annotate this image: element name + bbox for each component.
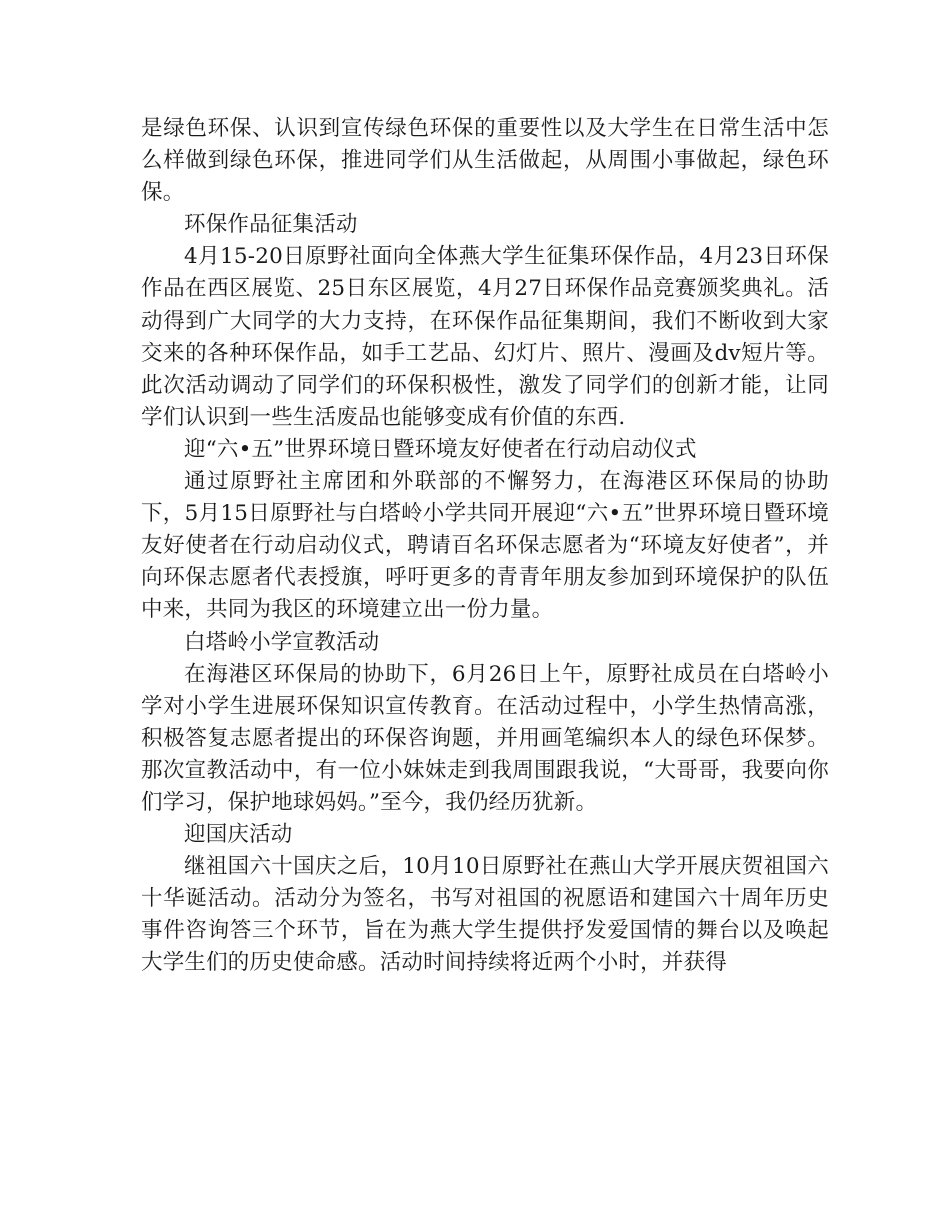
- section-heading-environment-day: 迎“六•五”世界环境日暨环境友好使者在行动启动仪式: [184, 436, 697, 462]
- document-body: [141, 113, 829, 980]
- section-heading-school-education: 白塔岭小学宣教活动: [184, 629, 380, 655]
- paragraph-school-education: 在海港区环保局的协助下，6月26日上午，原野社成员在白塔岭小学对小学生进展环保知识宣传教育。在活动过程中，小学生热情高涨，积极答复志愿者提出的环保咨询题，并用画笔编织本人的绿色环保梦。那次宣教活动中，有一位小妹妹走到我周围跟我说，“大哥哥，我要向你们学习，保护地球妈妈。”至今，我仍经历犹新。: [141, 661, 829, 815]
- section-heading-artwork-collection: 环保作品征集活动: [184, 212, 358, 238]
- paragraph-national-day: 继祖国六十国庆之后，10月10日原野社在燕山大学开展庆贺祖国六十华诞活动。活动分为签名，书写对祖国的祝愿语和建国六十周年历史事件咨询答三个环节，旨在为燕大学生提供抒发爱国情的舞台以及唤起大学生们的历史使命感。活动时间持续将近两个小时，并获得: [141, 854, 829, 976]
- section-heading-national-day: 迎国庆活动: [184, 822, 293, 848]
- paragraph-environment-day: 通过原野社主席团和外联部的不懈努力，在海港区环保局的协助下，5月15日原野社与白塔岭小学共同开展迎“六•五”世界环境日暨环境友好使者在行动启动仪式，聘请百名环保志愿者为“环境友好使者”，并向环保志愿者代表授旗，呼吁更多的青青年朋友参加到环境保护的队伍中来，共同为我区的环境建立出一份力量。: [141, 469, 829, 623]
- paragraph-artwork-collection: 4月15-20日原野社面向全体燕大学生征集环保作品，4月23日环保作品在西区展览、25日东区展览，4月27日环保作品竞赛颁奖典礼。活动得到广大同学的大力支持，在环保作品征集期间，我们不断收到大家交来的各种环保作品，如手工艺品、幻灯片、照片、漫画及dv短片等。此次活动调动了同学们的环保积极性，激发了同学们的创新才能，让同学们认识到一些生活废品也能够变成有价值的东西.: [141, 244, 829, 430]
- paragraph-intro-continuation: 是绿色环保、认识到宣传绿色环保的重要性以及大学生在日常生活中怎么样做到绿色环保，推进同学们从生活做起，从周围小事做起，绿色环保。: [141, 116, 829, 206]
